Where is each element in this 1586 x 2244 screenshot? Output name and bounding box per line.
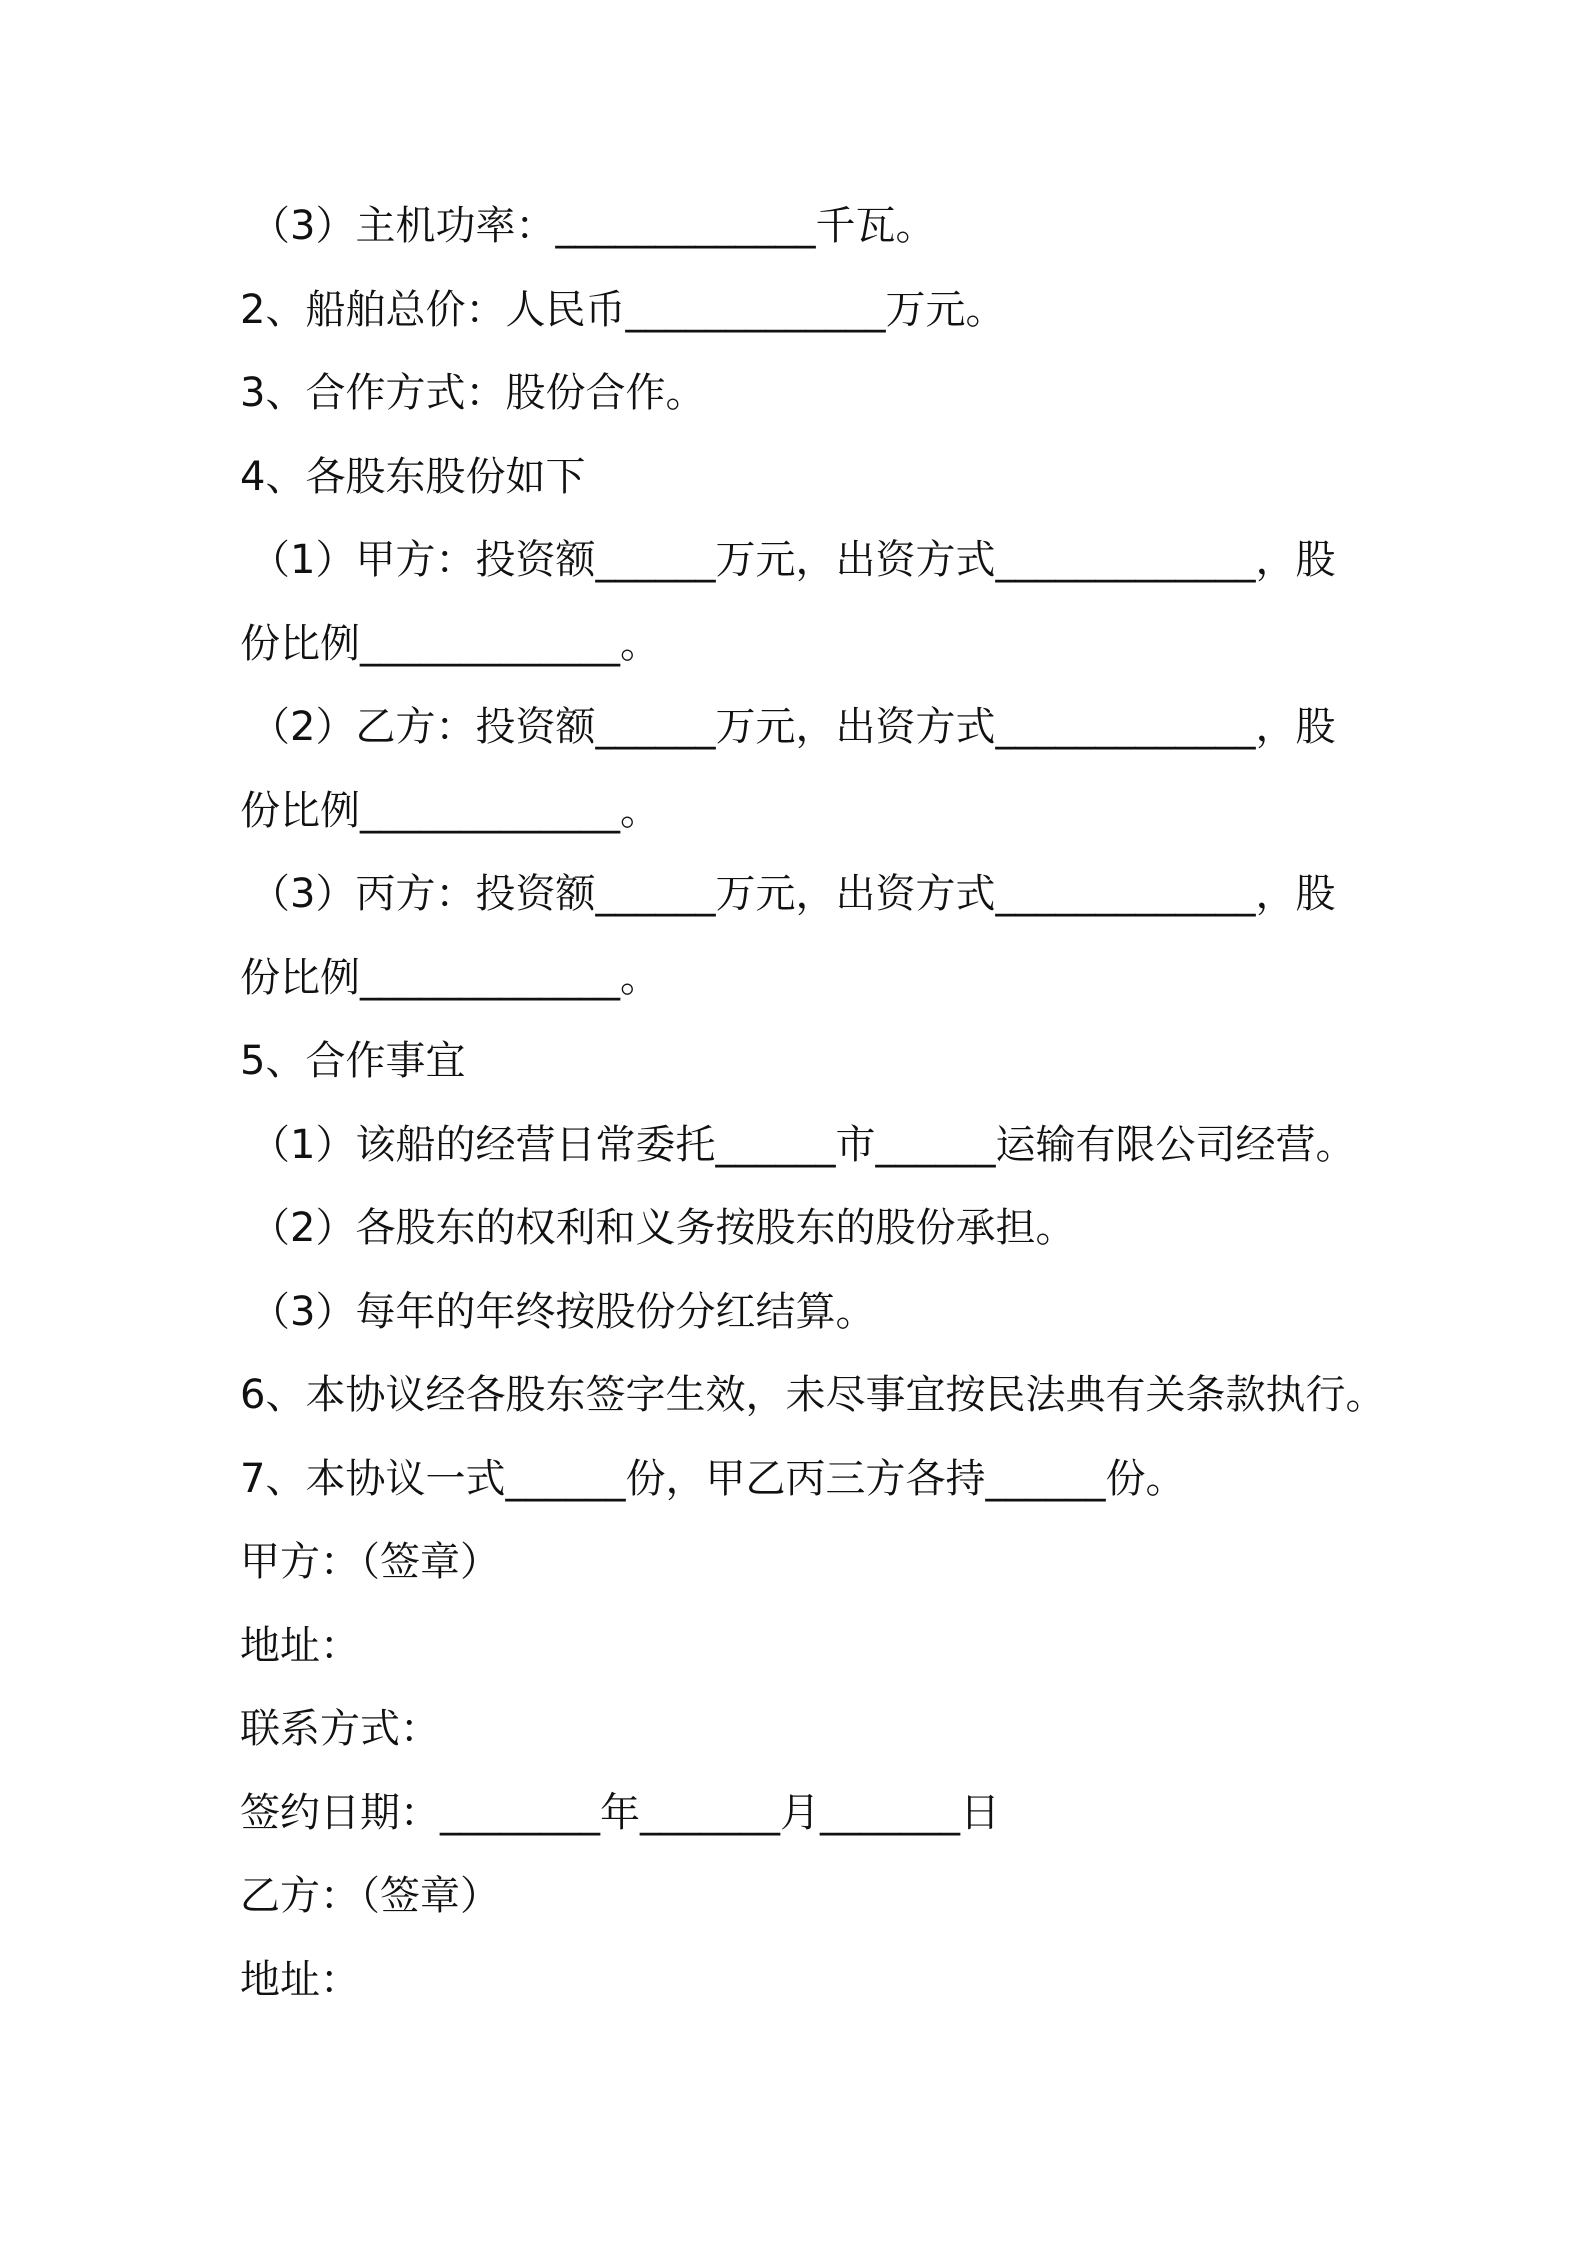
party-a-signature-label: 甲方：（签章）: [240, 1539, 500, 1585]
party-b-signature-label: 乙方：（签章）: [240, 1873, 500, 1919]
clause-party-a-investment: （1）甲方：投资额______万元，出资方式_____________，股: [250, 537, 1336, 583]
clause-engine-power: （3）主机功率：_____________千瓦。: [250, 203, 936, 249]
clause-party-c-investment: （3）丙方：投资额______万元，出资方式_____________，股: [250, 871, 1336, 917]
party-b-address-label: 地址：: [240, 1956, 360, 2003]
clause-party-a-share-ratio: 份比例_____________。: [240, 620, 660, 667]
clause-rights-obligations: （2）各股东的权利和义务按股东的股份承担。: [250, 1205, 1076, 1251]
party-a-address-label: 地址：: [240, 1622, 360, 1669]
clause-cooperation-mode: 3、合作方式：股份合作。: [240, 370, 706, 416]
clause-shareholder-shares-heading: 4、各股东股份如下: [240, 453, 586, 500]
party-a-contact-label: 联系方式：: [240, 1706, 440, 1752]
clause-effectiveness: 6、本协议经各股东签字生效，未尽事宜按民法典有关条款执行。: [240, 1372, 1386, 1418]
clause-party-b-investment: （2）乙方：投资额______万元，出资方式_____________，股: [250, 704, 1336, 750]
clause-copies: 7、本协议一式______份，甲乙丙三方各持______份。: [240, 1455, 1186, 1502]
clause-year-end-dividend: （3）每年的年终按股份分红结算。: [250, 1288, 876, 1335]
clause-party-c-share-ratio: 份比例_____________。: [240, 954, 660, 1001]
signing-date-line: 签约日期：________年_______月_______日: [240, 1789, 1000, 1836]
clause-cooperation-matters-heading: 5、合作事宜: [240, 1038, 466, 1084]
clause-daily-operation: （1）该船的经营日常委托______市______运输有限公司经营。: [250, 1121, 1356, 1168]
document-body: [240, 195, 1386, 2032]
clause-ship-total-price: 2、船舶总价：人民币_____________万元。: [240, 286, 1006, 333]
clause-party-b-share-ratio: 份比例_____________。: [240, 787, 660, 834]
